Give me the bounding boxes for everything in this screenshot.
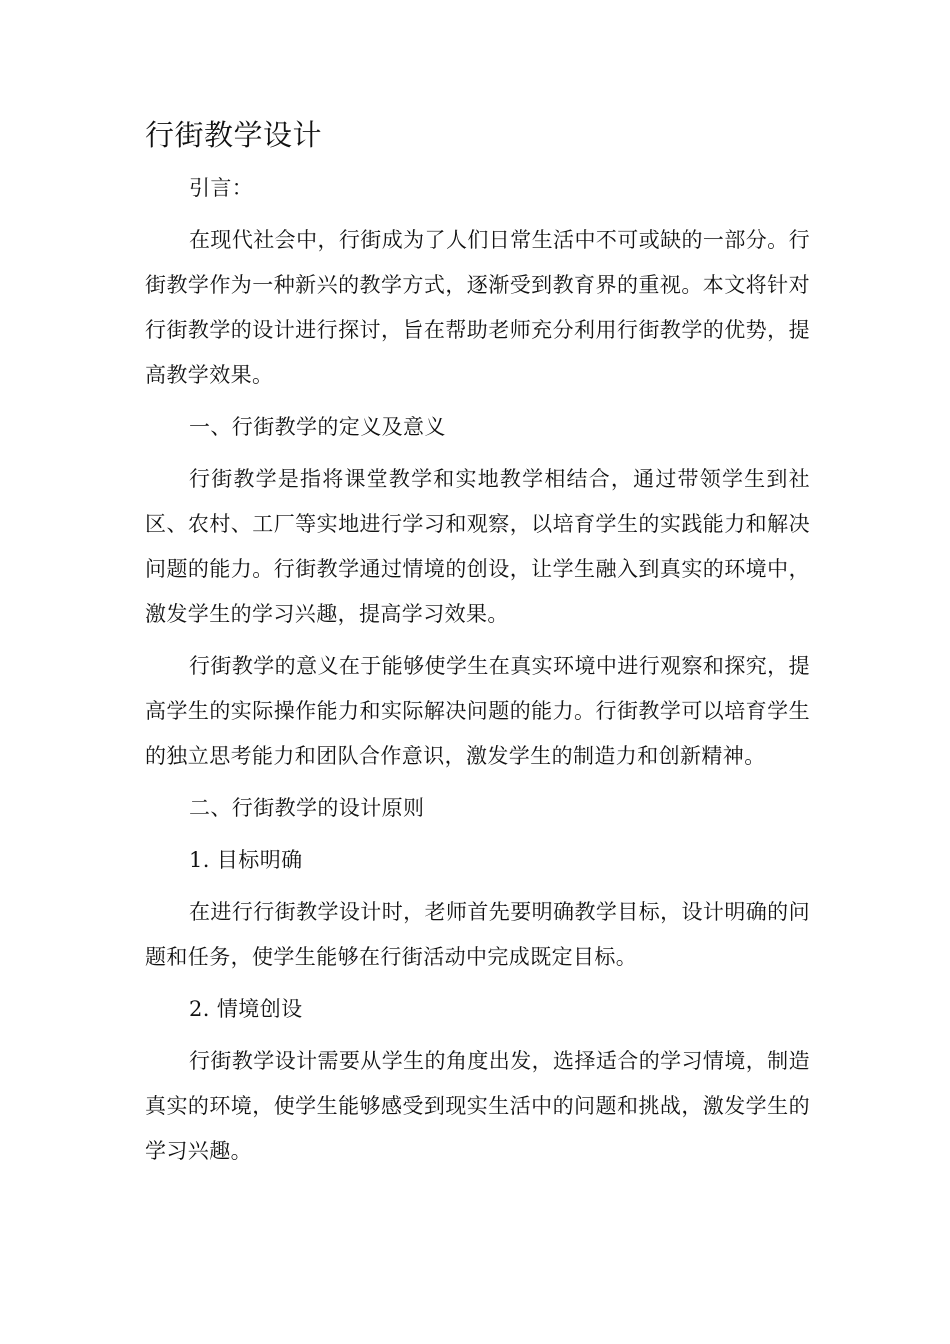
- principle2-paragraph: 行街教学设计需要从学生的角度出发，选择适合的学习情境，制造真实的环境，使学生能够感受到现实生活中的问题和挑战，激发学生的学习兴趣。: [145, 1049, 810, 1163]
- intro-paragraph: 在现代社会中，行街成为了人们日常生活中不可或缺的一部分。行街教学作为一种新兴的教学方式，逐渐受到教育界的重视。本文将针对行街教学的设计进行探讨，旨在帮助老师充分利用行街教学的优势，提高教学效果。: [145, 228, 810, 387]
- section1-paragraph-significance: 行街教学的意义在于能够使学生在真实环境中进行观察和探究，提高学生的实际操作能力和实际解决问题的能力。行街教学可以培育学生的独立思考能力和团队合作意识，激发学生的制造力和创新精神。: [145, 654, 810, 768]
- section2-heading: 二、行街教学的设计原则: [189, 796, 425, 820]
- section1-paragraph-definition: 行街教学是指将课堂教学和实地教学相结合，通过带领学生到社区、农村、工厂等实地进行学习和观察，以培育学生的实践能力和解决问题的能力。行街教学通过情境的创设，让学生融入到真实的环境中，激发学生的学习兴趣，提高学习效果。: [145, 467, 810, 626]
- intro-label: 引言：: [189, 176, 254, 200]
- document-title: 行街教学设计: [145, 118, 323, 152]
- principle2-heading: 2. 情境创设: [189, 997, 303, 1021]
- principle1-heading: 1. 目标明确: [189, 848, 303, 872]
- principle1-paragraph: 在进行行街教学设计时，老师首先要明确教学目标，设计明确的问题和任务，使学生能够在行街活动中完成既定目标。: [145, 900, 810, 969]
- document-body: [145, 112, 810, 1181]
- section1-heading: 一、行街教学的定义及意义: [189, 415, 446, 439]
